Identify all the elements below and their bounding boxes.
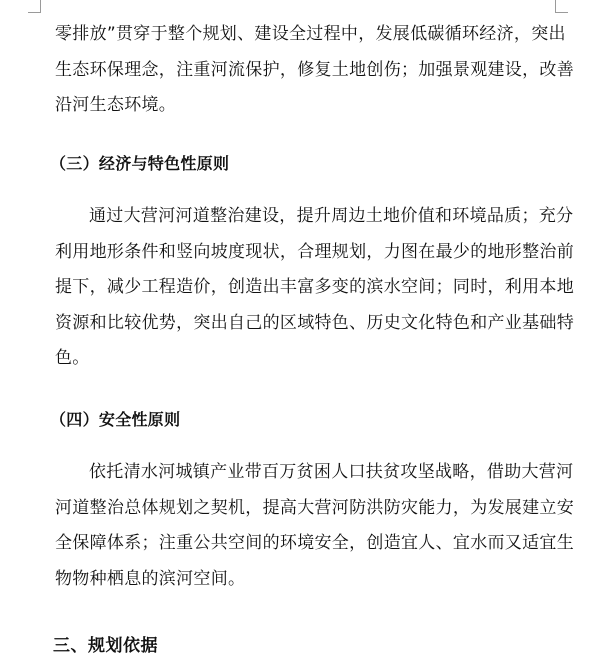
page-corner-mark-left [28,0,41,13]
text-line: 提下，减少工程造价，创造出丰富多变的滨水空间；同时，利用本地 [55,277,574,297]
text-line: 依托清水河城镇产业带百万贫困人口扶贫攻坚战略，借助大营河 [89,462,574,482]
text-line: 生态环保理念，注重河流保护，修复土地创伤；加强景观建设，改善 [55,59,574,80]
text-line: 色。 [55,348,90,368]
text-line: 资源和比较优势，突出自己的区域特色、历史文化特色和产业基础特 [55,312,574,333]
text-line: 全保障体系；注重公共空间的环境安全，创造宜人、宜水而又适宜生 [55,533,574,553]
text-line: 通过大营河河道整治建设，提升周边土地价值和环境品质；充分 [89,206,574,226]
paragraph-safety [55,455,574,597]
page-corner-mark-right [555,0,568,13]
paragraph-continued [55,17,574,124]
text-line: 零排放”贯穿于整个规划、建设全过程中，发展低碳循环经济，突出 [55,24,566,44]
text-line: 河道整治总体规划之契机，提高大营河防洪防灾能力，为发展建立安 [55,497,574,518]
heading-economy-principle: （三）经济与特色性原则 [50,154,230,173]
text-line: 沿河生态环境。 [55,95,177,115]
text-line: 利用地形条件和竖向坡度现状，合理规划，力图在最少的地形整治前 [55,241,574,262]
text-line: 物物种栖息的滨河空间。 [55,568,246,589]
heading-safety-principle: （四）安全性原则 [50,410,181,429]
paragraph-economy [55,199,574,377]
section-heading-planning-basis: 三、规划依据 [53,636,158,656]
